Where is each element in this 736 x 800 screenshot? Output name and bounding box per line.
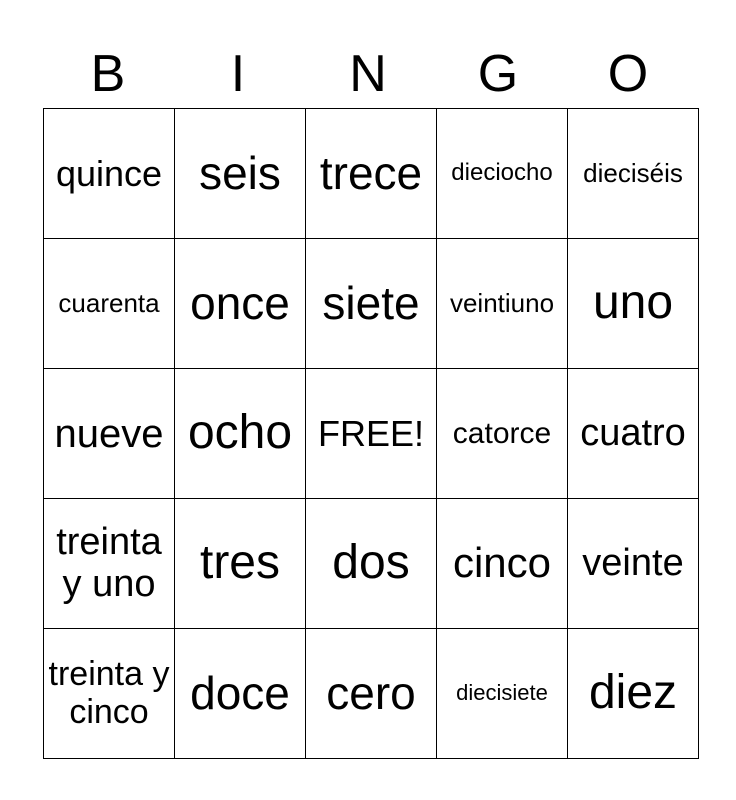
board-row [44, 239, 699, 369]
header-letter-n: N [349, 45, 387, 103]
bingo-cell[interactable]: cero [306, 629, 437, 759]
bingo-cell[interactable]: tres [175, 499, 306, 629]
bingo-board [43, 108, 699, 759]
board-row [44, 499, 699, 629]
bingo-cell[interactable]: catorce [437, 369, 568, 499]
header-letter-b: B [90, 45, 126, 103]
bingo-cell[interactable]: quince [44, 109, 175, 239]
bingo-cell[interactable]: dieciséis [568, 109, 699, 239]
bingo-cell[interactable]: treinta y uno [44, 499, 175, 629]
header-letter-g: G [477, 45, 519, 103]
bingo-cell[interactable]: once [175, 239, 306, 369]
bingo-cell[interactable]: veintiuno [437, 239, 568, 369]
bingo-header [43, 40, 693, 108]
bingo-cell[interactable]: nueve [44, 369, 175, 499]
bingo-cell[interactable]: seis [175, 109, 306, 239]
board-row [44, 369, 699, 499]
bingo-cell[interactable]: diez [568, 629, 699, 759]
bingo-cell[interactable]: ocho [175, 369, 306, 499]
bingo-cell[interactable]: siete [306, 239, 437, 369]
header-letter-o: O [607, 45, 649, 103]
bingo-cell[interactable]: dos [306, 499, 437, 629]
bingo-cell[interactable]: diecisiete [437, 629, 568, 759]
header-letter-i: I [230, 45, 246, 103]
bingo-cell[interactable]: uno [568, 239, 699, 369]
bingo-cell[interactable]: treinta y cinco [44, 629, 175, 759]
bingo-cell[interactable]: doce [175, 629, 306, 759]
bingo-cell-free[interactable]: FREE! [306, 369, 437, 499]
bingo-cell[interactable]: veinte [568, 499, 699, 629]
bingo-cell[interactable]: trece [306, 109, 437, 239]
board-row [44, 629, 699, 759]
board-row [44, 109, 699, 239]
bingo-cell[interactable]: dieciocho [437, 109, 568, 239]
bingo-cell[interactable]: cuatro [568, 369, 699, 499]
bingo-cell[interactable]: cuarenta [44, 239, 175, 369]
bingo-cell[interactable]: cinco [437, 499, 568, 629]
